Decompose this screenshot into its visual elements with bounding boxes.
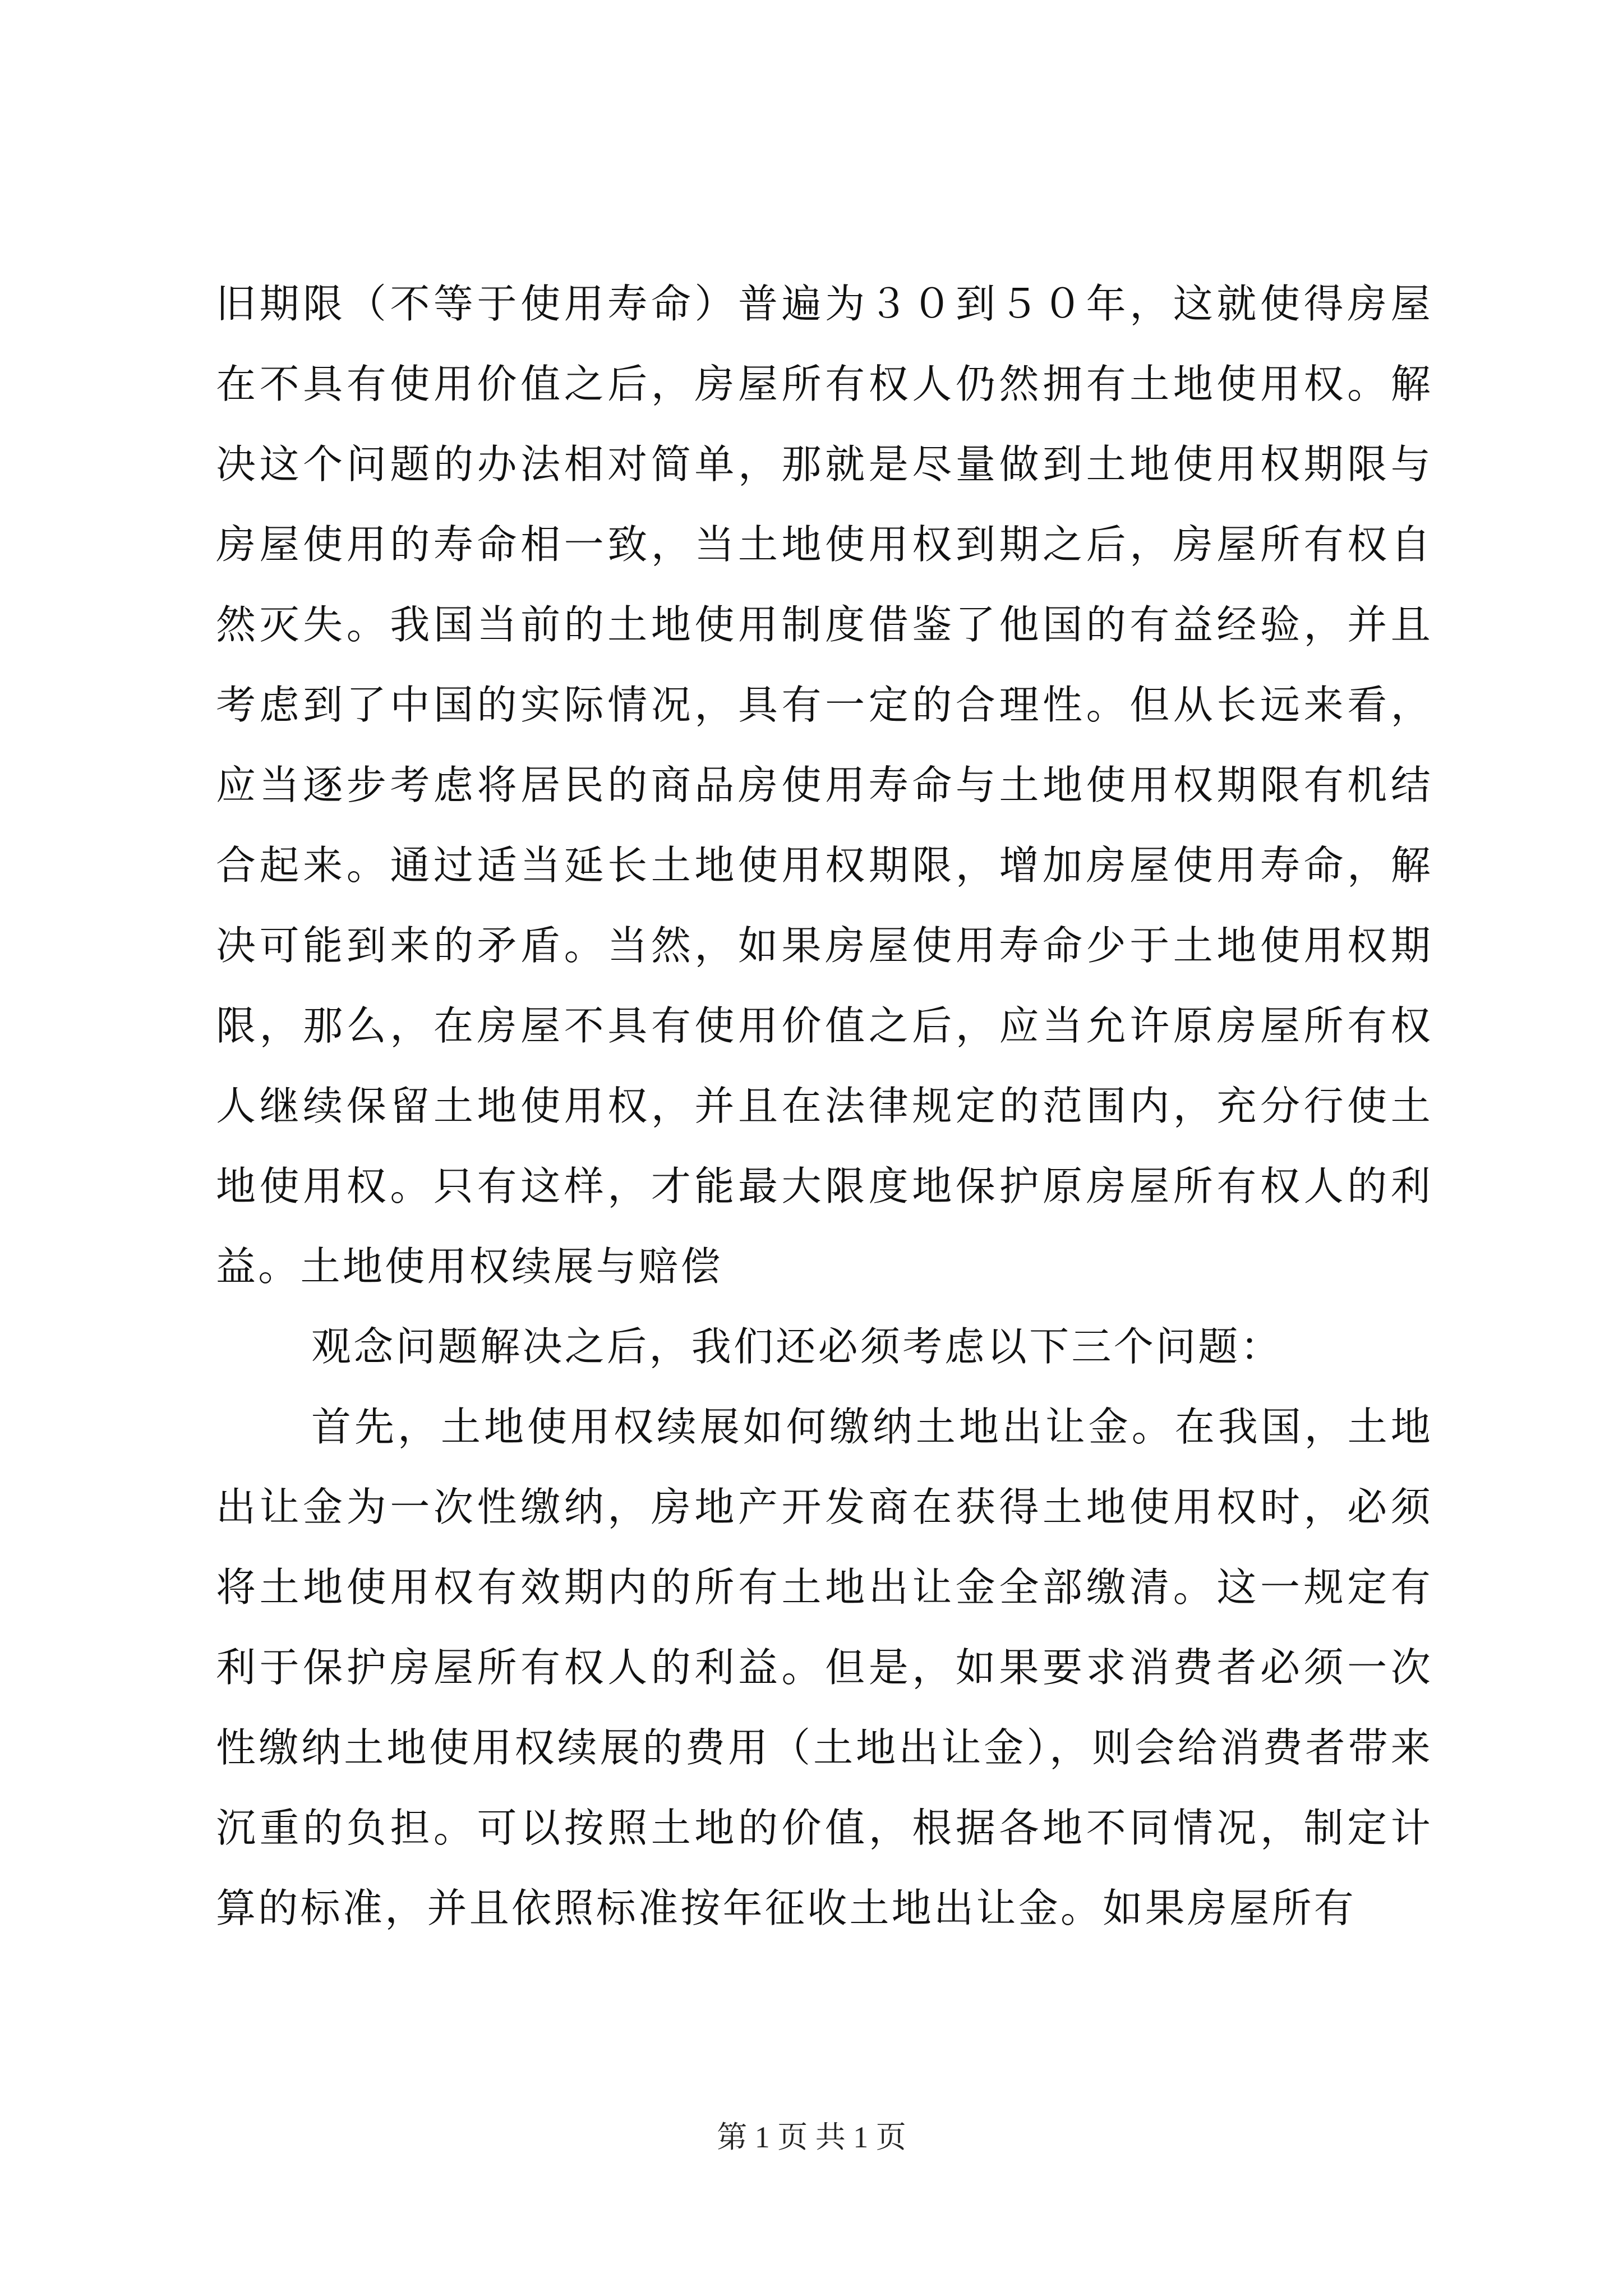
page-footer: 第 1 页 共 1 页 [717,2120,906,2154]
paragraph-1: 旧期限（不等于使用寿命）普遍为３０到５０年，这就使得房屋在不具有使用价值之后，房屋所有权人仍然拥有土地使用权。解决这个问题的办法相对简单，那就是尽量做到土地使用权期限与房屋使用的寿命相一致，当土地使用权到期之后，房屋所有权自然灭失。我国当前的土地使用制度借鉴了他国的有益经验，并且考虑到了中国的实际情况，具有一定的合理性。但从长远来看，应当逐步考虑将居民的商品房使用寿命与土地使用权期限有机结合起来。通过适当延长土地使用权期限，增加房屋使用寿命，解决可能到来的矛盾。当然，如果房屋使用寿命少于土地使用权期限，那么，在房屋不具有使用价值之后，应当允许原房屋所有权人继续保留土地使用权，并且在法律规定的范围内，充分行使土地使用权。只有这样，才能最大限度地保护原房屋所有权人的利益。土地使用权续展与赔偿 [216,280,1433,1290]
document-body [216,264,1433,1948]
paragraph-3: 首先，土地使用权续展如何缴纳土地出让金。在我国，土地出让金为一次性缴纳，房地产开发商在获得土地使用权时，必须将土地使用权有效期内的所有土地出让金全部缴清。这一规定有利于保护房屋所有权人的利益。但是，如果要求消费者必须一次性缴纳土地使用权续展的费用（土地出让金），则会给消费者带来沉重的负担。可以按照土地的价值，根据各地不同情况，制定计算的标准，并且依照标准按年征收土地出让金。如果房屋所有 [216,1404,1433,1931]
paragraph-2: 观念问题解决之后，我们还必须考虑以下三个问题： [311,1323,1283,1370]
